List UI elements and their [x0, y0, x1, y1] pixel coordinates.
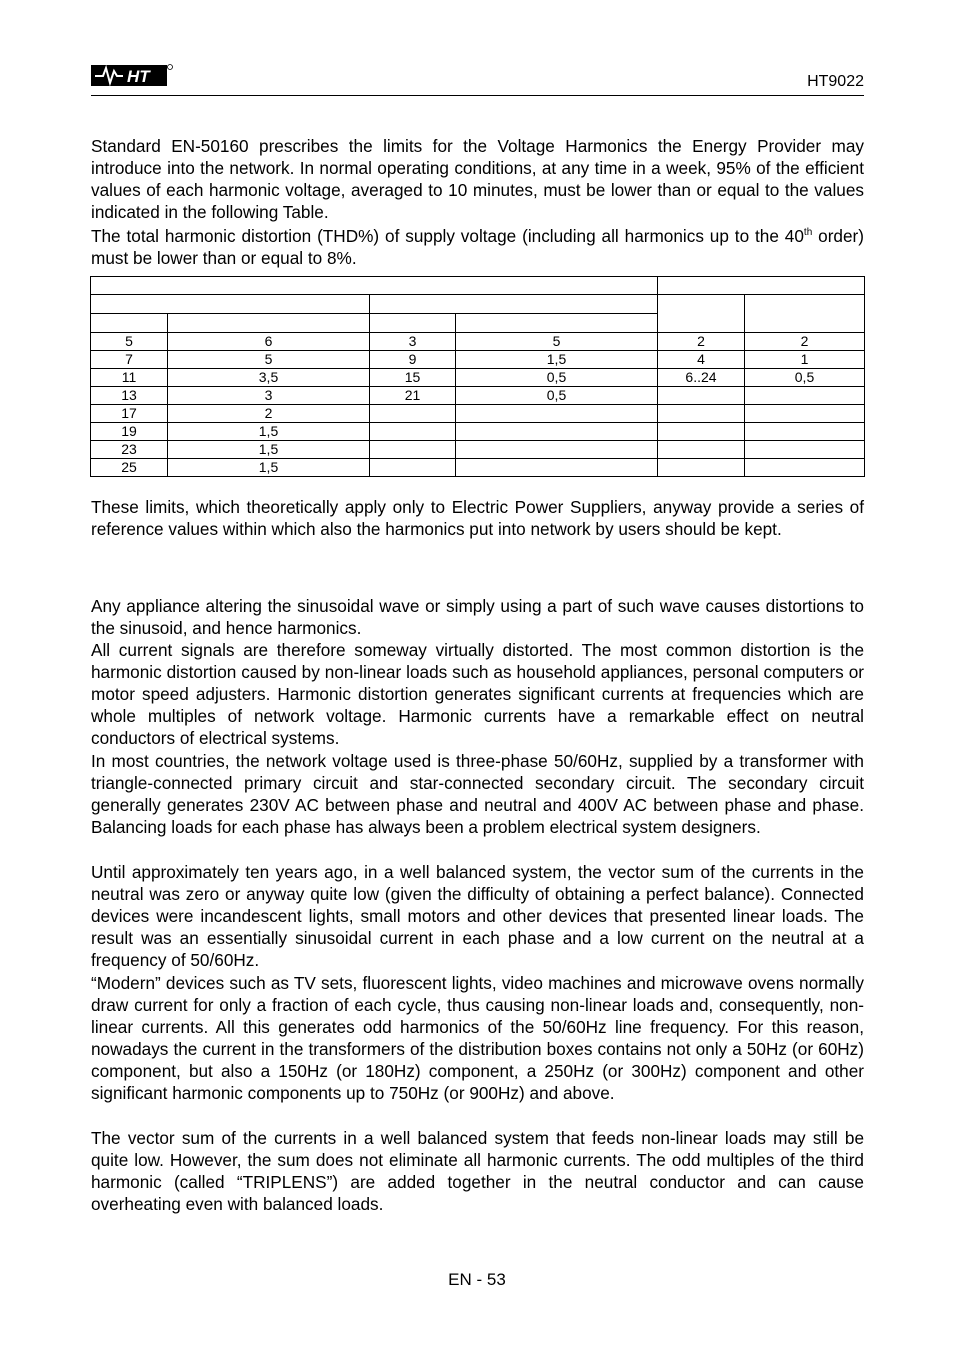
- header-divider: [91, 95, 864, 96]
- body-paragraph-1: Any appliance altering the sinusoidal wave or simply using a part of such wave causes distortions to the sinusoid, and hence harmonics.: [91, 596, 864, 638]
- table-row: [91, 441, 865, 459]
- table-row: [91, 387, 865, 405]
- table-cell: [456, 459, 658, 477]
- body-paragraph-6: The vector sum of the currents in a well balanced system that feeds non-linear loads may still be quite low. However, the sum does not eliminate all harmonic currents. The odd multiples of the third harmonic (called “TRIPLENS”) are added together in the neutral conductor and can cause overheating even with balanced loads.: [91, 1128, 864, 1214]
- table-cell: [370, 423, 456, 441]
- table-cell: 2: [168, 405, 370, 423]
- table-cell: 23: [91, 441, 168, 459]
- table-cell: [658, 441, 745, 459]
- table-cell: 11: [91, 369, 168, 387]
- table-cell: 15: [370, 369, 456, 387]
- table-body: [91, 333, 865, 477]
- intro-paragraph: Standard EN-50160 prescribes the limits for the Voltage Harmonics the Energy Provider may introduce into the network. In normal operating conditions, at any time in a week, 95% of the efficient values of each harmonic voltage, averaged to 10 minutes, must be lower than or equal to the values indicated in the following Table.: [91, 136, 864, 222]
- table-cell: [456, 441, 658, 459]
- table-cell: [745, 441, 865, 459]
- table-cell: 5: [456, 333, 658, 351]
- table-cell: 4: [658, 351, 745, 369]
- table-cell: 3,5: [168, 369, 370, 387]
- table-cell: 1: [745, 351, 865, 369]
- thd-superscript: th: [803, 227, 813, 238]
- table-cell: [745, 387, 865, 405]
- table-cell: 6..24: [658, 369, 745, 387]
- table-cell: 0,5: [745, 369, 865, 387]
- table-cell: [456, 405, 658, 423]
- table-header-row: [91, 295, 865, 314]
- table-header-cell: [370, 314, 456, 333]
- table-header-cell: [745, 295, 865, 333]
- table-header-cell: [91, 277, 658, 295]
- table-cell: [745, 459, 865, 477]
- table-cell: 13: [91, 387, 168, 405]
- table-cell: 0,5: [456, 387, 658, 405]
- table-cell: 1,5: [168, 459, 370, 477]
- thd-text-end: order) must be lower than or equal to 8%.: [91, 226, 864, 268]
- table-cell: 5: [91, 333, 168, 351]
- table-cell: 7: [91, 351, 168, 369]
- table-cell: [745, 405, 865, 423]
- logo-text: HT: [127, 67, 150, 86]
- table-cell: 1,5: [168, 423, 370, 441]
- table-row: [91, 405, 865, 423]
- table-cell: 6: [168, 333, 370, 351]
- table-header-row: [91, 277, 865, 295]
- thd-paragraph: [91, 225, 864, 269]
- table-header-cell: [91, 295, 370, 314]
- table-cell: [658, 405, 745, 423]
- table-cell: [370, 459, 456, 477]
- table-cell: [658, 387, 745, 405]
- ht-logo: [91, 62, 173, 88]
- table-cell: 1,5: [456, 351, 658, 369]
- table-header-cell: [658, 295, 745, 333]
- table-cell: 17: [91, 405, 168, 423]
- table-cell: 5: [168, 351, 370, 369]
- table-header-cell: [168, 314, 370, 333]
- body-paragraph-4: Until approximately ten years ago, in a well balanced system, the vector sum of the currents in the neutral was zero or anyway quite low (given the difficulty of obtaining a perfect balance). Connected devices were incandescent lights, small motors and other devices that presented linear loads. The result was an essentially sinusoidal current in each phase and a low current on the neutral at a frequency of 50/60Hz.: [91, 862, 864, 970]
- body-paragraph-2: All current signals are therefore someway virtually distorted. The most common distortion is the harmonic distortion caused by non-linear loads such as household appliances, personal computers or motor speed adjusters. Harmonic distortion generates significant currents at frequencies which are whole multiples of network voltage. Harmonic currents have a remarkable effect on neutral conductors of electrical systems.: [91, 640, 864, 748]
- table-header-cell: [658, 277, 865, 295]
- table-cell: [658, 423, 745, 441]
- table-row: [91, 369, 865, 387]
- table-cell: 9: [370, 351, 456, 369]
- table-cell: 2: [745, 333, 865, 351]
- page-header: [91, 62, 864, 96]
- table-cell: 0,5: [456, 369, 658, 387]
- body-paragraph-5: “Modern” devices such as TV sets, fluorescent lights, video machines and microwave ovens normally draw current for only a fraction of each cycle, thus causing non-linear loads and, consequently, non-linear currents. All this generates odd harmonics of the 50/60Hz line frequency. For this reason, nowadays the current in the transformers of the distribution boxes contains not only a 50Hz (or 60Hz) component, but also a 150Hz (or 180Hz) component, a 250Hz (or 300Hz) component and other significant harmonic components up to 750Hz (or 900Hz) and above.: [91, 973, 864, 1103]
- table-cell: [370, 441, 456, 459]
- table-cell: 3: [370, 333, 456, 351]
- table-header-cell: [456, 314, 658, 333]
- table-row: [91, 333, 865, 351]
- table-cell: 1,5: [168, 441, 370, 459]
- body-paragraph-3: In most countries, the network voltage used is three-phase 50/60Hz, supplied by a transformer with triangle-connected primary circuit and star-connected secondary circuit. The secondary circuit generally generates 230V AC between phase and neutral and 400V AC between phase and phase. Balancing loads for each phase has always been a problem electrical system designers.: [91, 751, 864, 837]
- table-cell: 21: [370, 387, 456, 405]
- table-cell: 2: [658, 333, 745, 351]
- table-cell: [745, 423, 865, 441]
- voltage-harmonics-table: [90, 276, 865, 477]
- table-row: [91, 459, 865, 477]
- limits-paragraph: These limits, which theoretically apply only to Electric Power Suppliers, anyway provide a series of reference values within which also the harmonics put into network by users should be kept.: [91, 497, 864, 539]
- thd-text: The total harmonic distortion (THD%) of supply voltage (including all harmonics up to the 40: [91, 226, 804, 246]
- table-row: [91, 351, 865, 369]
- table-cell: [456, 423, 658, 441]
- table-cell: [658, 459, 745, 477]
- table-cell: 3: [168, 387, 370, 405]
- table-cell: 25: [91, 459, 168, 477]
- table-row: [91, 423, 865, 441]
- table-cell: [370, 405, 456, 423]
- page-number: EN - 53: [448, 1270, 506, 1289]
- table-header-cell: [370, 295, 658, 314]
- document-code: HT9022: [807, 73, 864, 90]
- table-cell: 19: [91, 423, 168, 441]
- table-header-cell: [91, 314, 168, 333]
